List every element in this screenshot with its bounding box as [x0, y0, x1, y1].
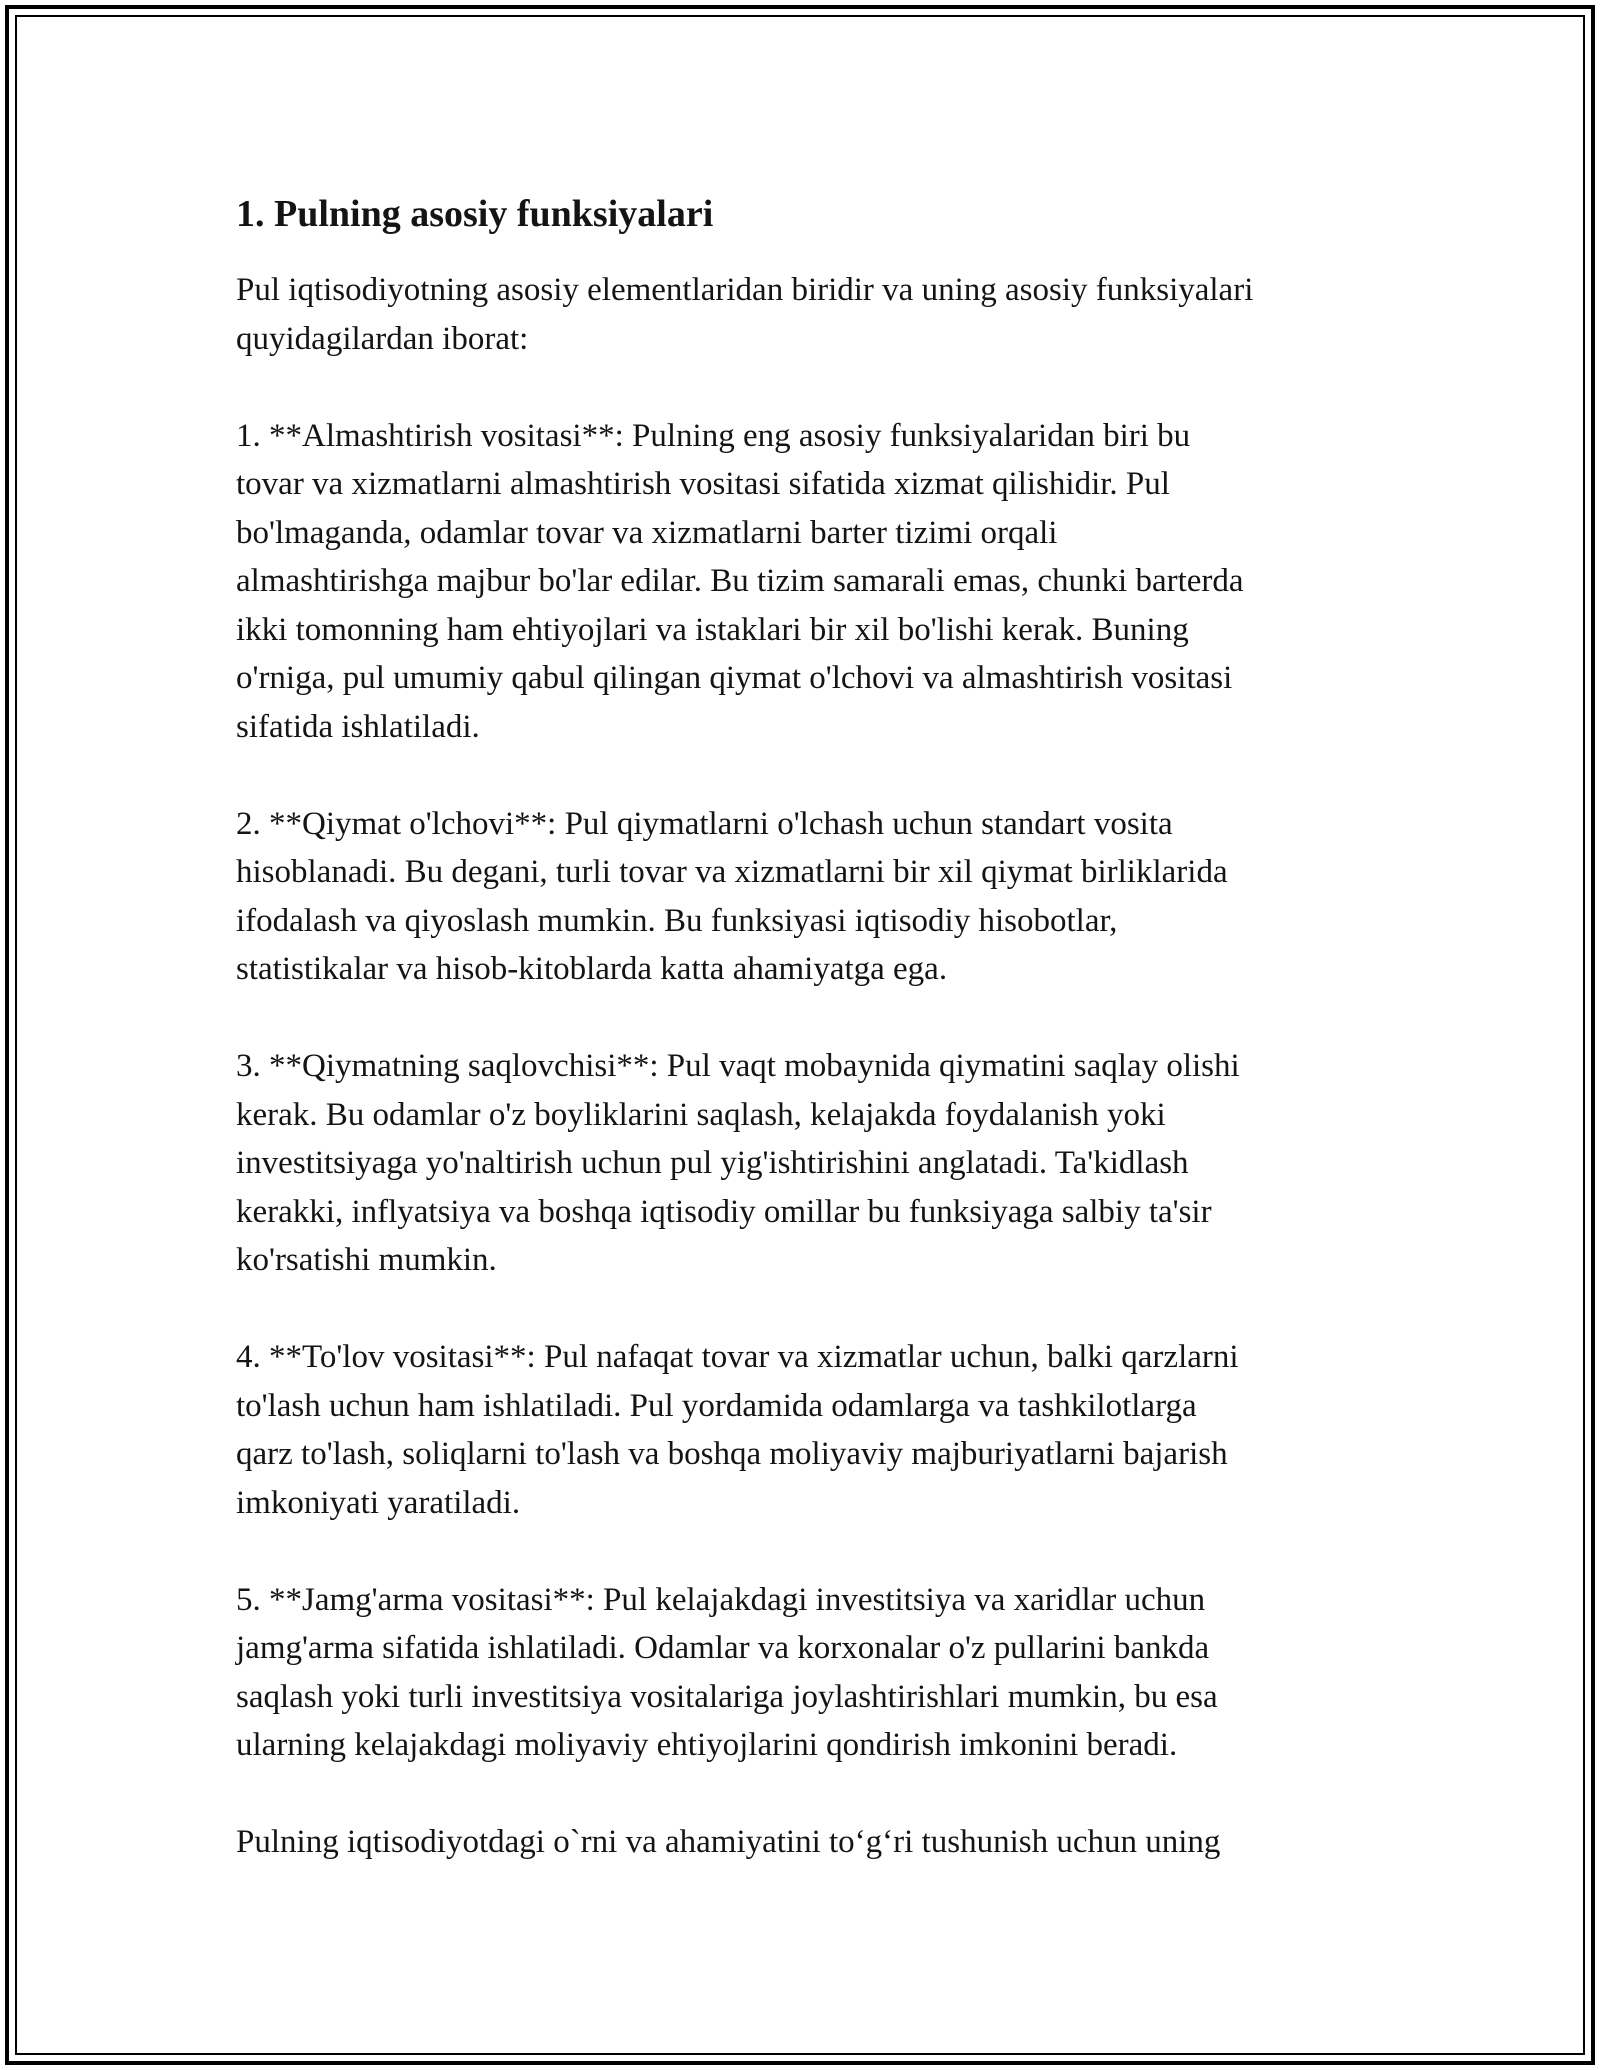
text-line: jamg'arma sifatida ishlatiladi. Odamlar va korxonalar o'z pullarini bankda [236, 1630, 1210, 1666]
text-line: almashtirishga majbur bo'lar edilar. Bu tizim samarali emas, chunki barterda [236, 563, 1244, 599]
text-line: to'lash uchun ham ishlatiladi. Pul yordamida odamlarga va tashkilotlarga [236, 1387, 1197, 1424]
text-line: Pul iqtisodiyotning asosiy elementlaridan biridir va uning asosiy funksiyalari [236, 272, 1254, 308]
text-line: sifatida ishlatiladi. [236, 708, 480, 745]
text-line: investitsiyaga yo'naltirish uchun pul yig'ishtirishini anglatadi. Ta'kidlash [236, 1145, 1189, 1181]
document-body [236, 188, 1386, 1915]
paragraph-item-1 [236, 412, 1386, 752]
paragraph-intro [236, 266, 1386, 363]
text-line: Pulning iqtisodiyotdagi o`rni va ahamiyatini to‘g‘ri tushunish uchun uning [236, 1824, 1221, 1860]
text-line: bo'lmaganda, odamlar tovar va xizmatlarni barter tizimi orqali [236, 514, 1058, 551]
text-line: kerakki, inflyatsiya va boshqa iqtisodiy omillar bu funksiyaga salbiy ta'sir [236, 1193, 1212, 1230]
text-line: qarz to'lash, soliqlarni to'lash va boshqa moliyaviy majburiyatlarni bajarish [236, 1436, 1228, 1472]
text-line: tovar va xizmatlarni almashtirish vositasi sifatida xizmat qilishidir. Pul [236, 466, 1170, 502]
text-line: hisoblanadi. Bu degani, turli tovar va xizmatlarni bir xil qiymat birliklarida [236, 854, 1228, 890]
text-line: 3. **Qiymatning saqlovchisi**: Pul vaqt mobaynida qiymatini saqlay olishi [236, 1048, 1240, 1084]
text-line: 4. **To'lov vositasi**: Pul nafaqat tovar va xizmatlar uchun, balki qarzlarni [236, 1339, 1239, 1375]
paragraph-item-2 [236, 800, 1386, 994]
paragraph-closing [236, 1818, 1386, 1867]
paragraph-item-5 [236, 1576, 1386, 1770]
text-line: imkoniyati yaratiladi. [236, 1484, 521, 1521]
text-line: ko'rsatishi mumkin. [236, 1242, 497, 1278]
text-line: quyidagilardan iborat: [236, 320, 529, 357]
text-line: o'rniga, pul umumiy qabul qilingan qiymat o'lchovi va almashtirish vositasi [236, 660, 1233, 696]
paragraph-item-3 [236, 1042, 1386, 1285]
text-line: 2. **Qiymat o'lchovi**: Pul qiymatlarni o'lchash uchun standart vosita [236, 805, 1173, 842]
text-line: kerak. Bu odamlar o'z boyliklarini saqlash, kelajakda foydalanish yoki [236, 1096, 1166, 1133]
text-line: ifodalash va qiyoslash mumkin. Bu funksiyasi iqtisodiy hisobotlar, [236, 902, 1118, 939]
text-line: ularning kelajakdagi moliyaviy ehtiyojlarini qondirish imkonini beradi. [236, 1727, 1178, 1763]
section-heading: 1. Pulning asosiy funksiyalari [236, 193, 714, 235]
text-line: saqlash yoki turli investitsiya vositalariga joylashtirishlari mumkin, bu esa [236, 1678, 1218, 1715]
paragraph-item-4 [236, 1333, 1386, 1527]
text-line: statistikalar va hisob-kitoblarda katta ahamiyatga ega. [236, 951, 948, 987]
text-line: ikki tomonning ham ehtiyojlari va istaklari bir xil bo'lishi kerak. Buning [236, 611, 1189, 648]
text-line: 1. **Almashtirish vositasi**: Pulning eng asosiy funksiyalaridan biri bu [236, 417, 1191, 454]
text-line: 5. **Jamg'arma vositasi**: Pul kelajakdagi investitsiya va xaridlar uchun [236, 1581, 1206, 1618]
